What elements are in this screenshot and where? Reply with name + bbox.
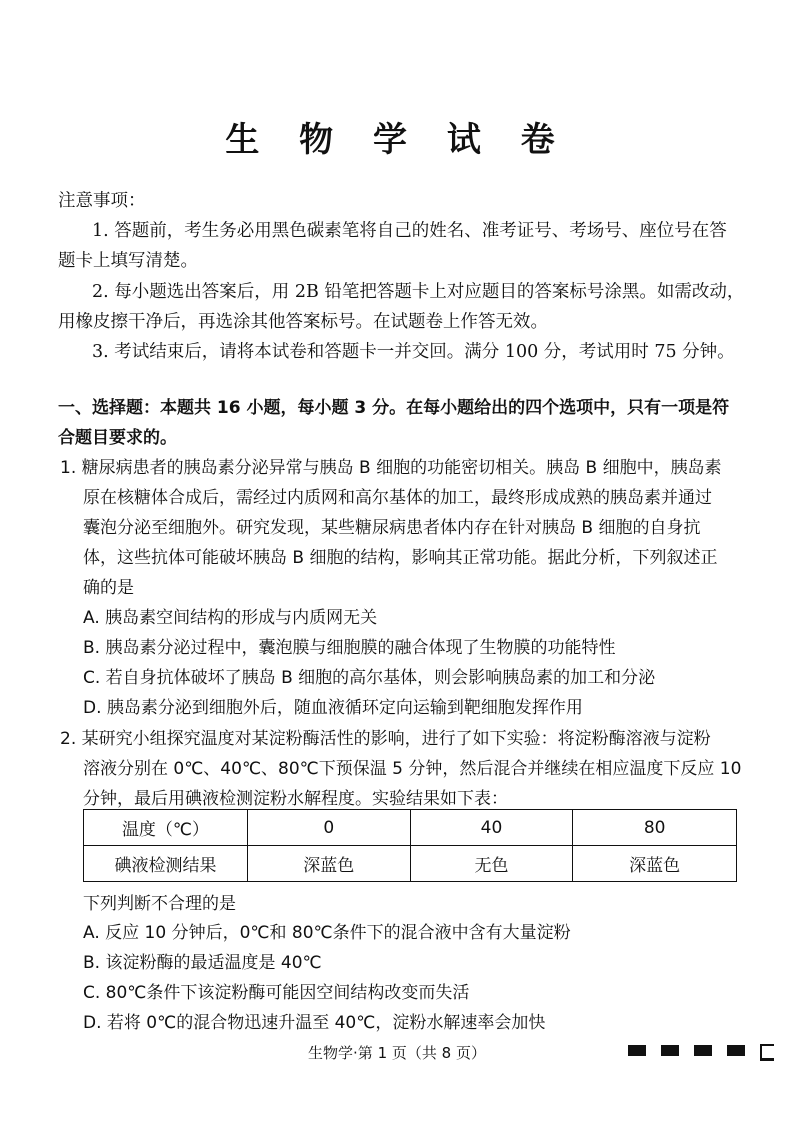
- section-heading: 一、选择题：本题共 16 小题，每小题 3 分。在每小题给出的四个选项中，只有一项是符: [58, 398, 730, 418]
- q1-option-d: D. 胰岛素分泌到细胞外后，随血液循环定向运输到靶细胞发挥作用: [83, 698, 583, 718]
- mark: [628, 1045, 646, 1056]
- experiment-result-table: [83, 809, 737, 882]
- q1-stem-line: 囊泡分泌至细胞外。研究发现，某些糖尿病患者体内存在针对胰岛 B 细胞的自身抗: [83, 518, 701, 538]
- q2-option-d: D. 若将 0℃的混合物迅速升温至 40℃，淀粉水解速率会加快: [83, 1013, 546, 1033]
- q2-stem-line: 溶液分别在 0℃、40℃、80℃下预保温 5 分钟，然后混合并继续在相应温度下反应 10: [83, 759, 742, 779]
- notice-line: 2. 每小题选出答案后，用 2B 铅笔把答题卡上对应题目的答案标号涂黑。如需改动，: [92, 282, 745, 302]
- mark: [727, 1045, 745, 1056]
- q2-option-c: C. 80℃条件下该淀粉酶可能因空间结构改变而失活: [83, 983, 470, 1003]
- page-title: 生 物 学 试 卷: [225, 120, 569, 160]
- table-cell: 温度（℃）: [84, 810, 248, 846]
- corner-mark-icon: [760, 1044, 774, 1061]
- table-row: [84, 846, 737, 882]
- q2-option-b: B. 该淀粉酶的最适温度是 40℃: [83, 953, 322, 973]
- q2-stem-line: 分钟，最后用碘液检测淀粉水解程度。实验结果如下表：: [83, 789, 508, 809]
- q1-stem-line: 确的是: [83, 578, 134, 598]
- notice-line: 用橡皮擦干净后，再选涂其他答案标号。在试题卷上作答无效。: [58, 312, 548, 332]
- table-cell: 深蓝色: [573, 846, 737, 882]
- mark: [661, 1045, 679, 1056]
- notice-line: 1. 答题前，考生务必用黑色碳素笔将自己的姓名、准考证号、考场号、座位号在答: [92, 221, 727, 241]
- table-cell: 80: [573, 810, 737, 846]
- q1-option-c: C. 若自身抗体破坏了胰岛 B 细胞的高尔基体，则会影响胰岛素的加工和分泌: [83, 668, 656, 688]
- mark: [694, 1045, 712, 1056]
- q2-stem-line: 2. 某研究小组探究温度对某淀粉酶活性的影响，进行了如下实验：将淀粉酶溶液与淀粉: [60, 729, 711, 749]
- q2-option-a: A. 反应 10 分钟后，0℃和 80℃条件下的混合液中含有大量淀粉: [83, 923, 571, 943]
- notice-line: 3. 考试结束后，请将本试卷和答题卡一并交回。满分 100 分，考试用时 75 分钟。: [92, 342, 735, 362]
- page-footer: 生物学·第 1 页（共 8 页）: [308, 1044, 486, 1062]
- q1-option-a: A. 胰岛素空间结构的形成与内质网无关: [83, 608, 378, 628]
- q2-question: 下列判断不合理的是: [83, 894, 236, 914]
- q1-stem-line: 1. 糖尿病患者的胰岛素分泌异常与胰岛 B 细胞的功能密切相关。胰岛 B 细胞中，胰岛素: [60, 458, 722, 478]
- section-heading-cont: 合题目要求的。: [58, 428, 177, 448]
- table-cell: 无色: [410, 846, 573, 882]
- table-cell: 0: [247, 810, 410, 846]
- q1-stem-line: 原在核糖体合成后，需经过内质网和高尔基体的加工，最终形成成熟的胰岛素并通过: [83, 488, 712, 508]
- notice-line: 题卡上填写清楚。: [58, 251, 198, 271]
- table-cell: 40: [410, 810, 573, 846]
- table-cell: 深蓝色: [247, 846, 410, 882]
- q1-option-b: B. 胰岛素分泌过程中，囊泡膜与细胞膜的融合体现了生物膜的功能特性: [83, 638, 616, 658]
- q1-stem-line: 体，这些抗体可能破坏胰岛 B 细胞的结构，影响其正常功能。据此分析，下列叙述正: [83, 548, 718, 568]
- table-cell: 碘液检测结果: [84, 846, 248, 882]
- notice-heading: 注意事项：: [58, 191, 146, 211]
- table-row: [84, 810, 737, 846]
